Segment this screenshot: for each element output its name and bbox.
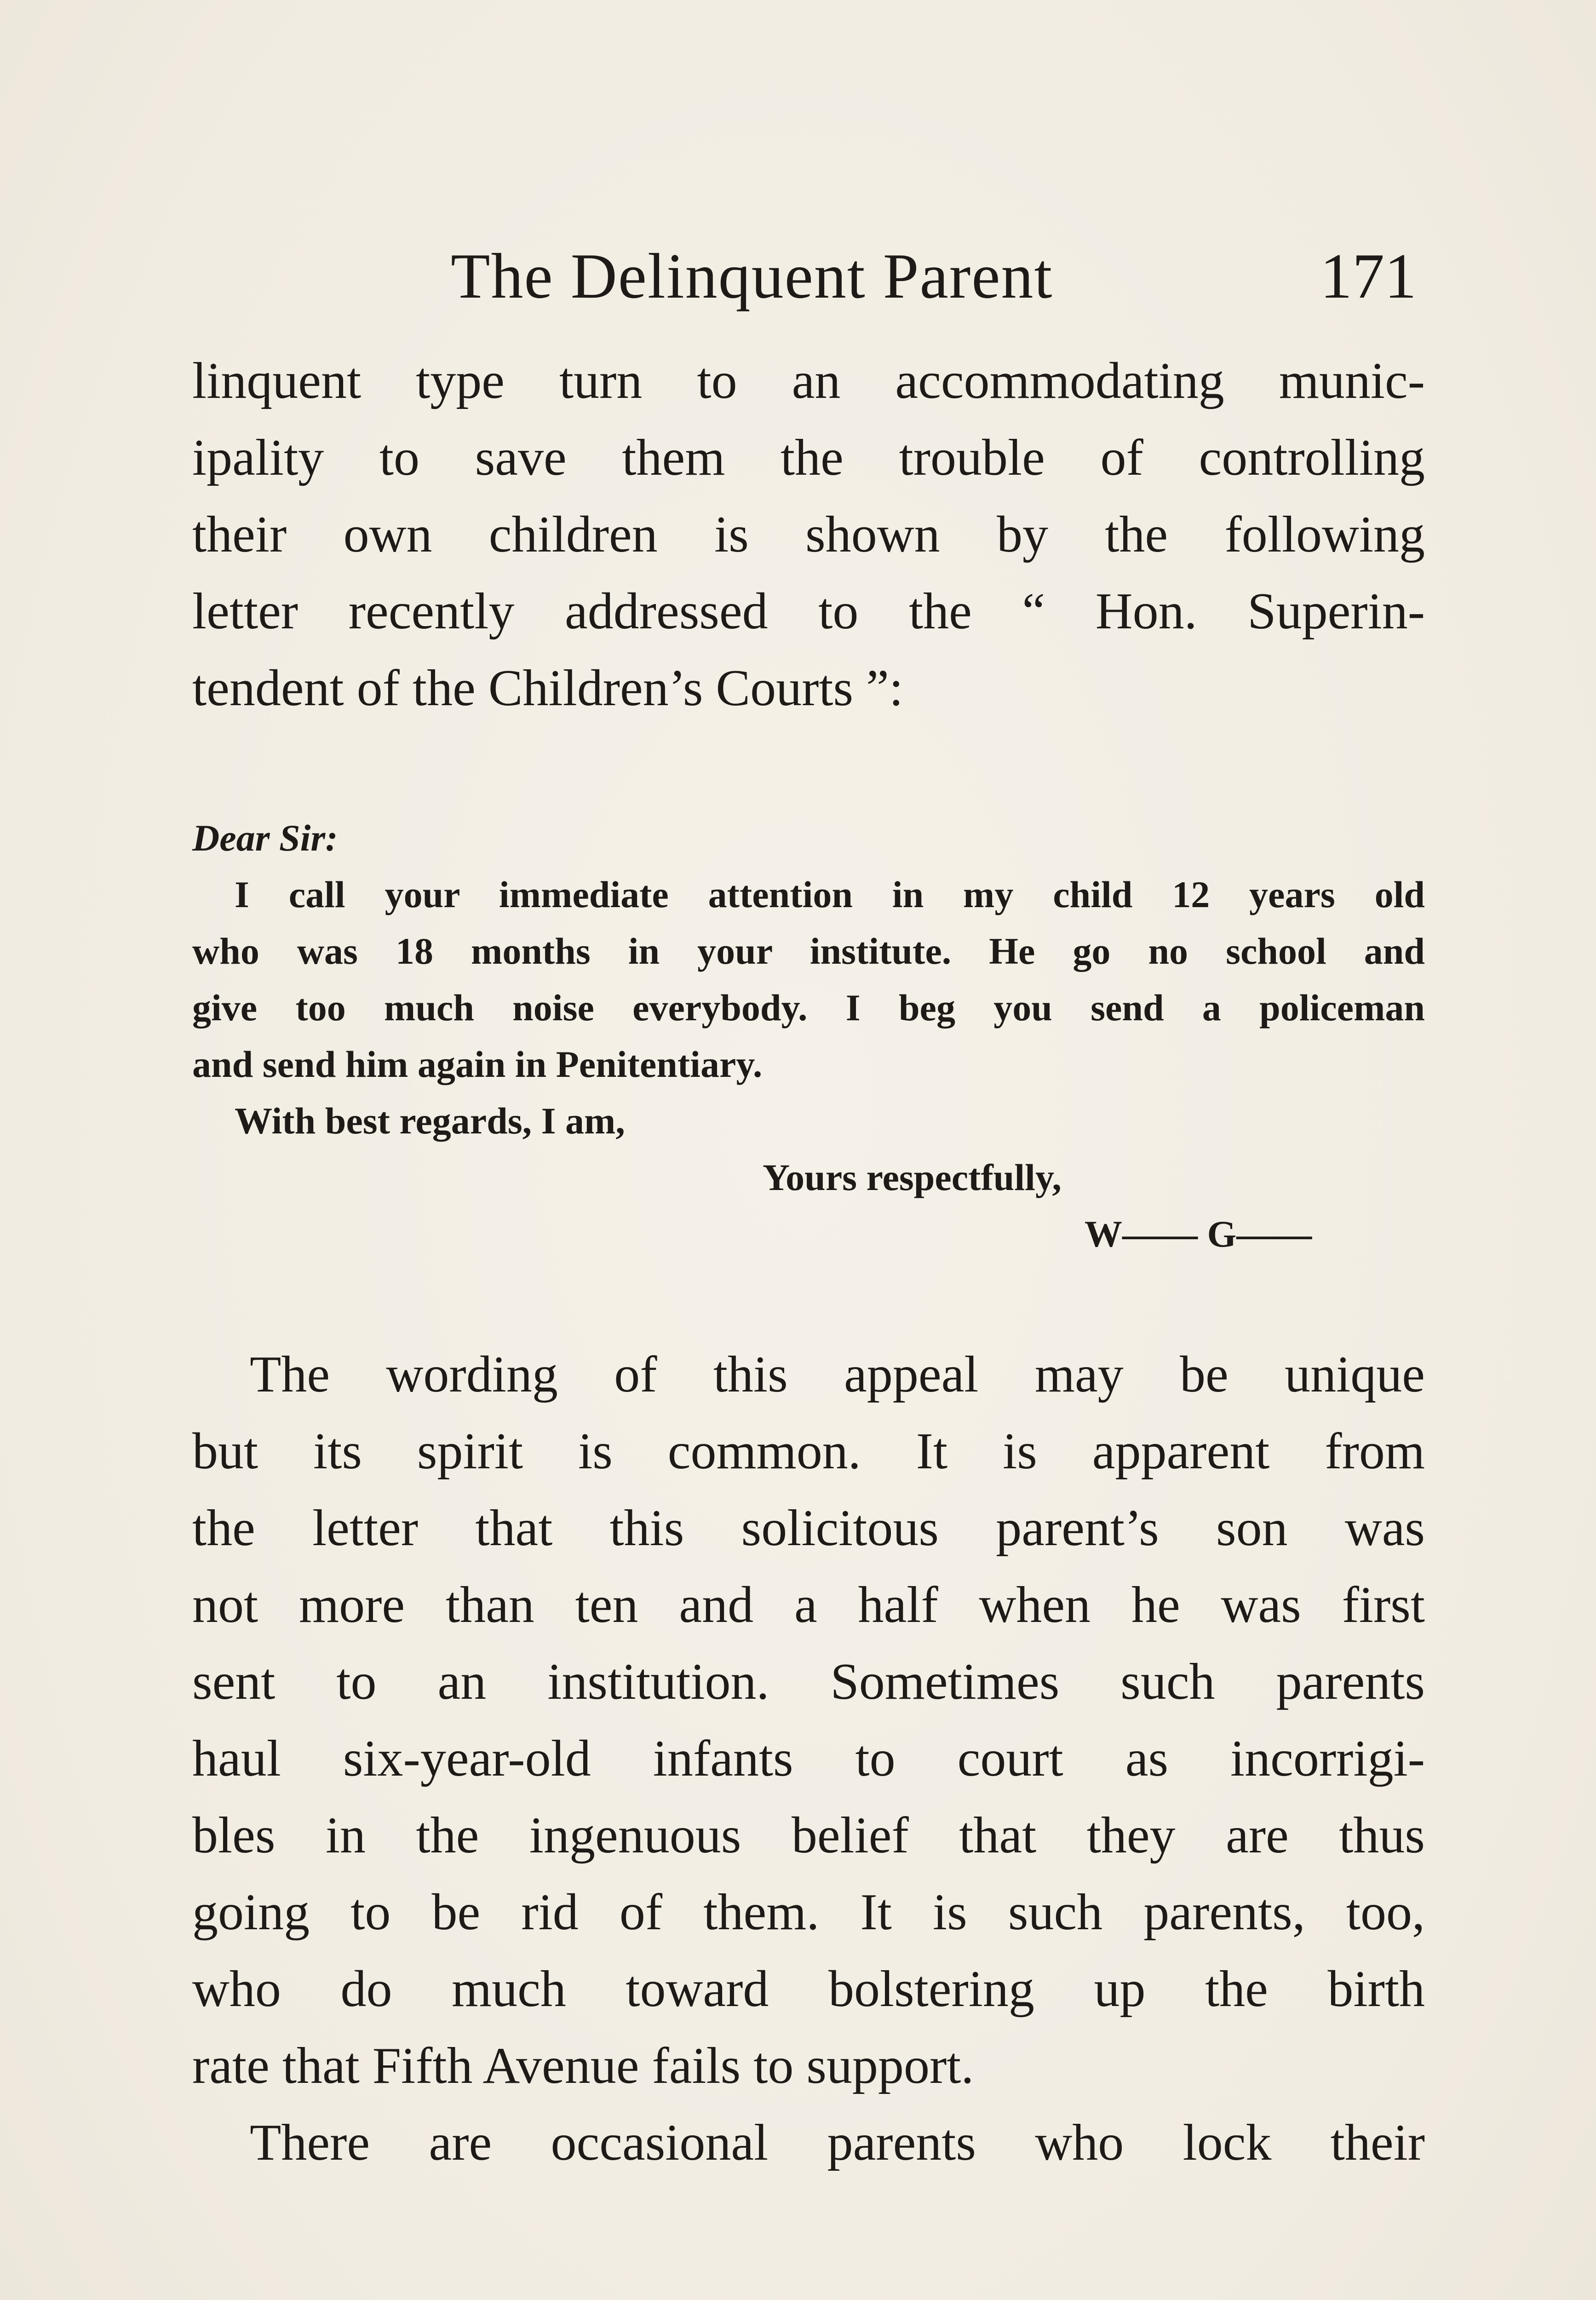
text-line: the letter that this solicitous parent’s son was [192, 1500, 1425, 1557]
letter-signature: W—— G—— [1085, 1213, 1312, 1255]
text-line: who do much toward bolstering up the birth [192, 1961, 1425, 2018]
letter-line: I call your immediate attention in my child 12 years old [235, 874, 1425, 915]
text-line: but its spirit is common. It is apparent from [192, 1423, 1425, 1480]
letter-salutation: Dear Sir: [192, 817, 338, 859]
page-number: 171 [1320, 241, 1417, 312]
letter-line: who was 18 months in your institute. He go no school and [192, 930, 1425, 972]
letter-line: give too much noise everybody. I beg you send a policeman [192, 987, 1425, 1029]
text-line: their own children is shown by the following [192, 506, 1425, 563]
quoted-letter [192, 810, 1425, 1262]
text-line: going to be rid of them. It is such parents, too, [192, 1884, 1425, 1941]
paragraph-commentary [192, 1336, 1425, 2104]
paragraph-next [192, 2104, 1425, 2181]
text-line: The wording of this appeal may be unique [250, 1346, 1425, 1403]
text-line: haul six-year-old infants to court as incorrigi- [192, 1730, 1425, 1787]
text-line: bles in the ingenuous belief that they are thus [192, 1807, 1425, 1864]
chapter-title: The Delinquent Parent [451, 241, 1053, 312]
letter-line: and send him again in Penitentiary. [192, 1043, 763, 1085]
letter-yours: Yours respectfully, [763, 1156, 1062, 1198]
letter-closing: With best regards, I am, [235, 1100, 625, 1142]
text-line: sent to an institution. Sometimes such parents [192, 1653, 1425, 1710]
text-line: letter recently addressed to the “ Hon. Superin- [192, 583, 1425, 640]
running-header [0, 239, 1596, 322]
text-line: rate that Fifth Avenue fails to support. [192, 2037, 974, 2094]
text-line: not more than ten and a half when he was first [192, 1576, 1425, 1633]
paragraph-intro [192, 343, 1425, 727]
text-line: tendent of the Children’s Courts ”: [192, 660, 903, 717]
text-line: linquent type turn to an accommodating munic- [192, 352, 1425, 409]
text-line: ipality to save them the trouble of controlling [192, 429, 1425, 486]
text-line: There are occasional parents who lock their [250, 2114, 1425, 2171]
